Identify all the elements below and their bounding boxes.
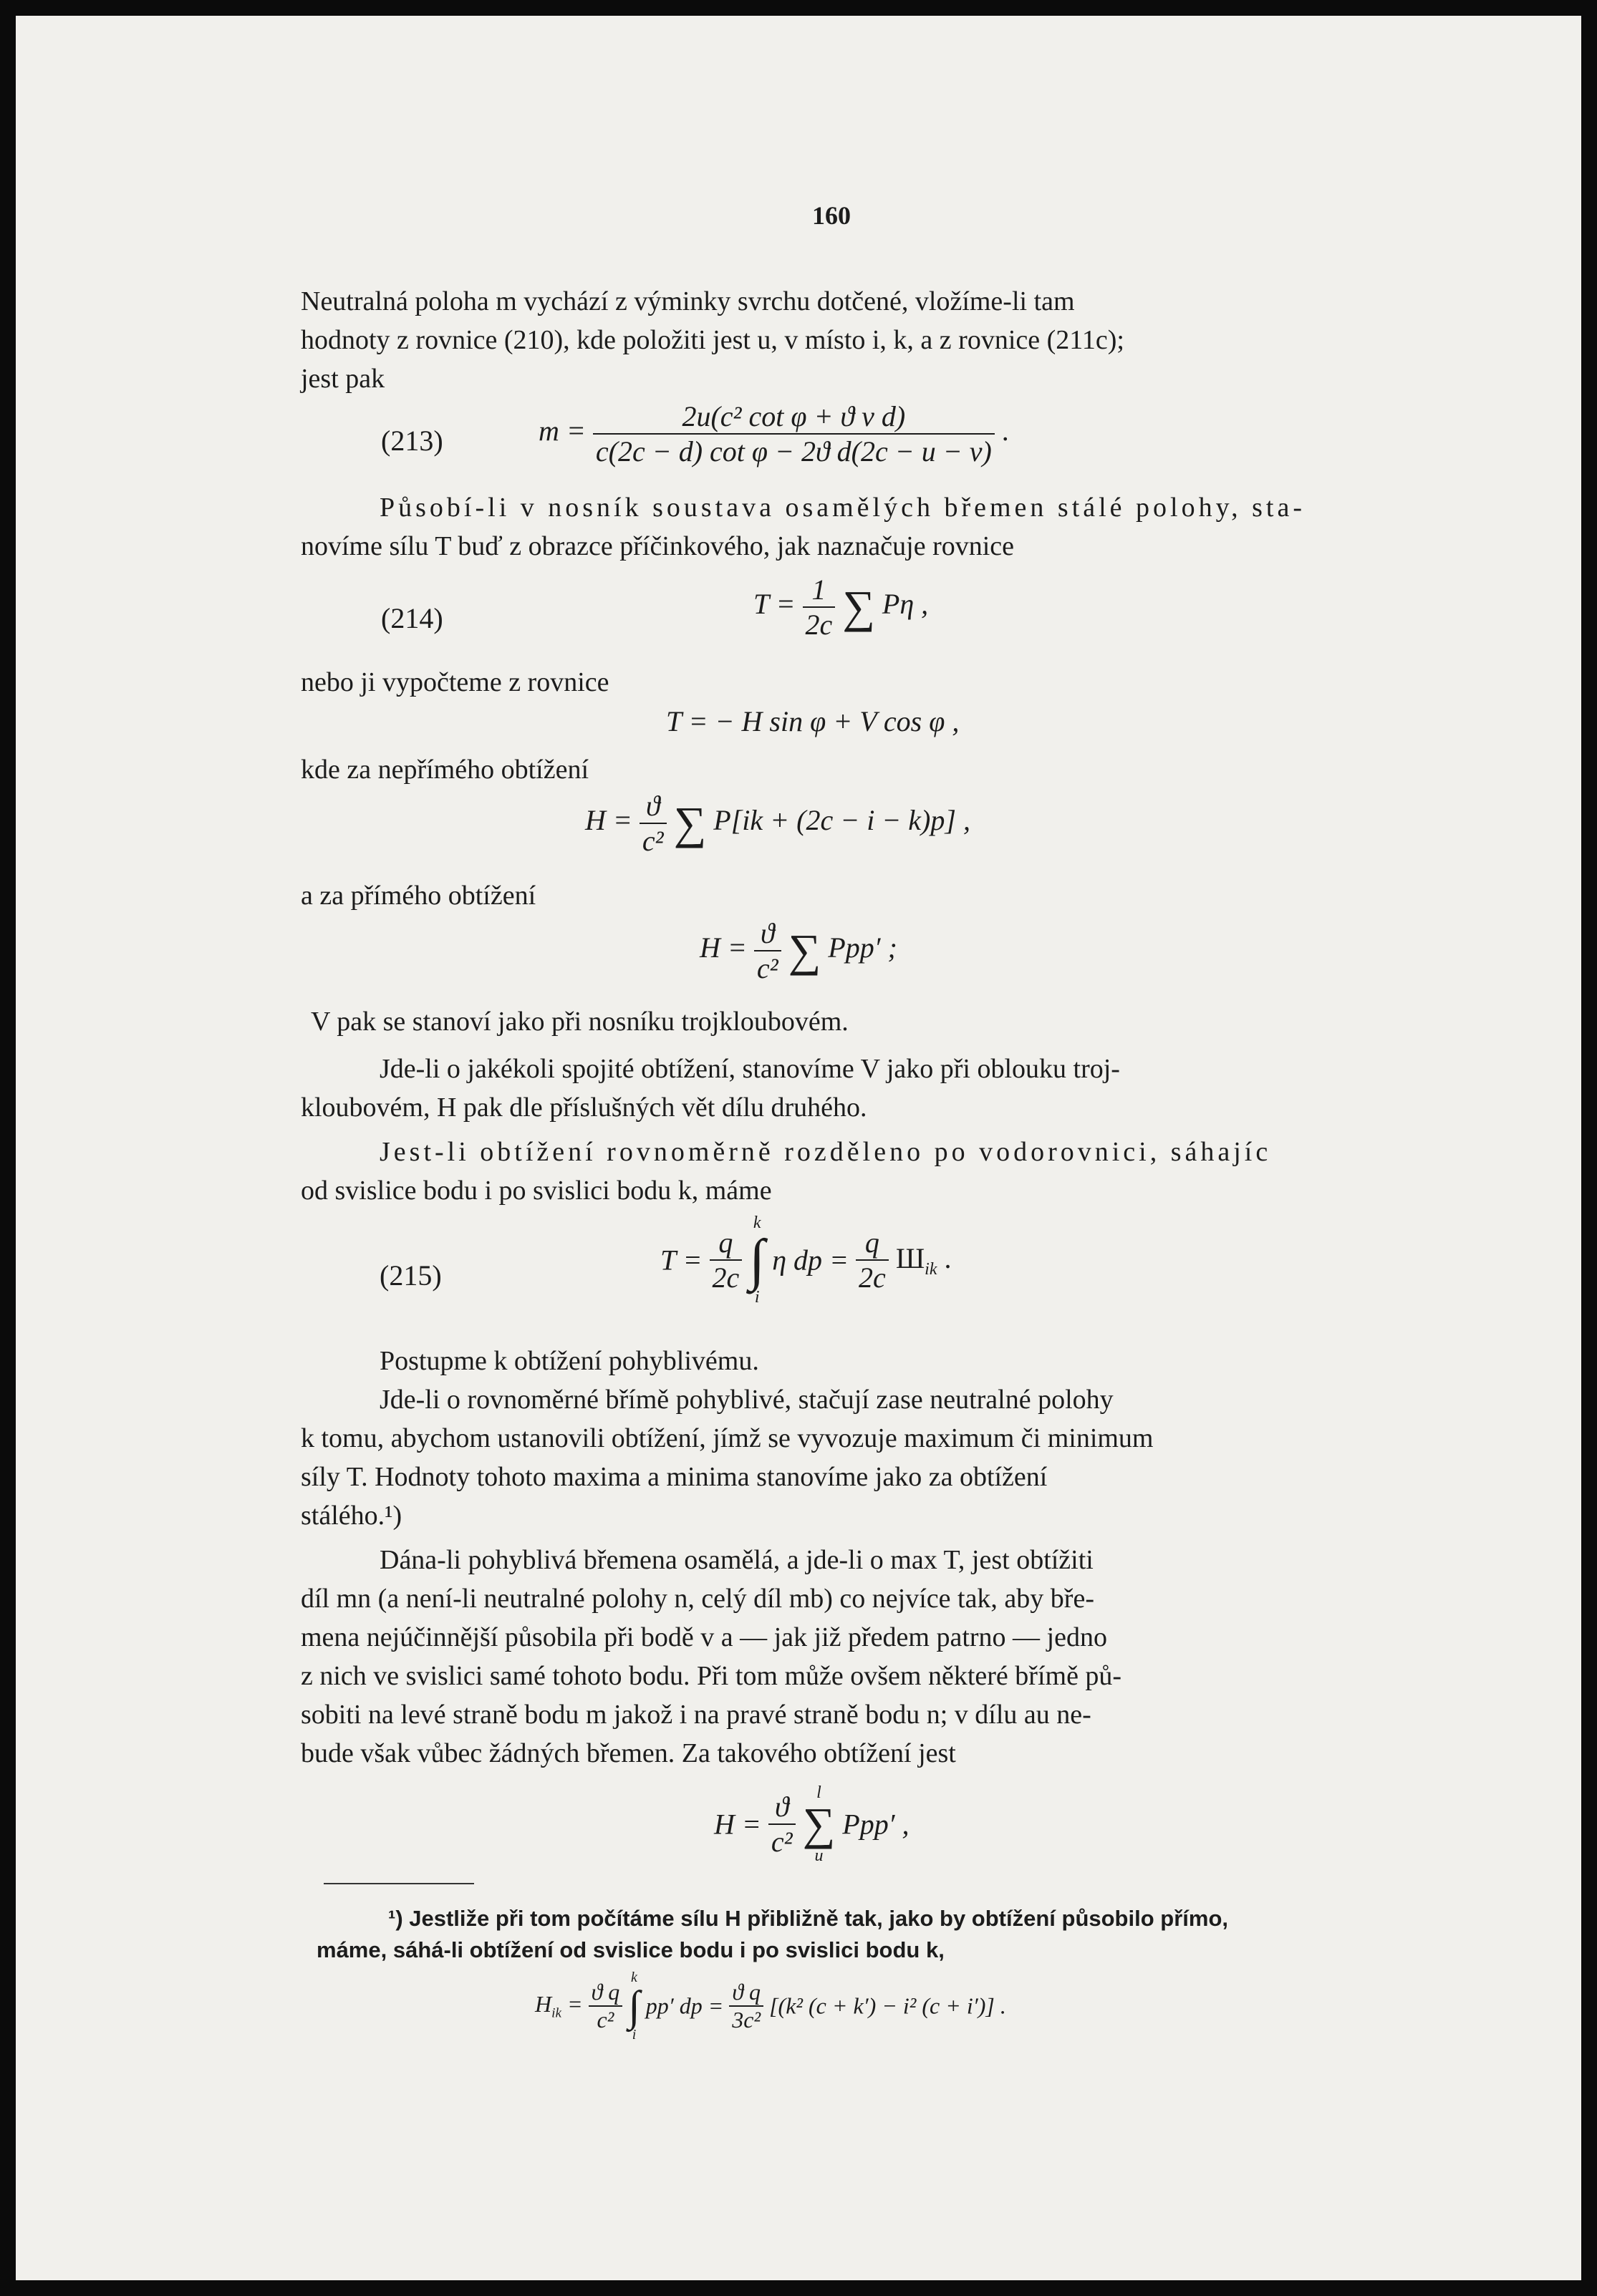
eq-h3-lhs: H = bbox=[714, 1808, 761, 1841]
equation-215 bbox=[660, 1214, 952, 1306]
eq215-integral bbox=[749, 1214, 765, 1306]
footnote-fraction-2 bbox=[729, 1979, 763, 2033]
paragraph-4-line-1: kde za nepřímého obtížení bbox=[301, 755, 589, 785]
eq215-end: . bbox=[944, 1241, 952, 1274]
footnote-fraction bbox=[589, 1979, 623, 2033]
paragraph-10-line-4: stálého.¹) bbox=[301, 1501, 402, 1531]
eq-h2-denominator: c² bbox=[754, 950, 781, 985]
equation-214 bbox=[753, 573, 928, 641]
eq-h2-fraction bbox=[754, 916, 781, 985]
footnote-denominator: c² bbox=[589, 2005, 623, 2033]
footnote-divider bbox=[324, 1883, 474, 1884]
paragraph-8-line-1: Jest-li obtížení rovnoměrně rozděleno po vodorovnici, sáhajíc bbox=[380, 1137, 1272, 1167]
paragraph-10-line-2: k tomu, abychom ustanovili obtížení, jímž se vyvozuje maximum či minimum bbox=[301, 1423, 1154, 1453]
equation-number-213: (213) bbox=[381, 425, 443, 457]
paragraph-1-line-1: Neutralná poloha m vychází z výminky svrchu dotčené, vložíme-li tam bbox=[301, 286, 1075, 316]
paragraph-1-line-3: jest pak bbox=[301, 364, 385, 394]
eq215-rhs: Ш bbox=[895, 1241, 925, 1274]
eq-h1-sigma: ∑ bbox=[673, 798, 707, 848]
footnote-eq-lhs-sub: ik bbox=[551, 2005, 561, 2021]
footnote-numerator-2: ϑ q bbox=[732, 1979, 761, 2005]
eq-h3-denominator: c² bbox=[768, 1823, 796, 1859]
eq215-denominator-2: 2c bbox=[856, 1259, 889, 1294]
eq-h3-sum bbox=[803, 1784, 836, 1864]
eq-h3-fraction bbox=[768, 1790, 796, 1859]
eq215-int-upper: k bbox=[753, 1214, 761, 1232]
eq213-lhs: m = bbox=[539, 415, 586, 447]
eq215-denominator: 2c bbox=[710, 1259, 743, 1294]
paragraph-1-line-2: hodnoty z rovnice (210), kde položiti jest u, v místo i, k, a z rovnice (211c); bbox=[301, 325, 1124, 355]
eq213-end: . bbox=[1001, 415, 1009, 447]
eq214-numerator: 1 bbox=[811, 573, 826, 606]
eq-h1-numerator: ϑ bbox=[645, 790, 660, 822]
paragraph-11-line-2: díl mn (a není-li neutralné polohy n, celý díl mb) co nejvíce tak, aby bře- bbox=[301, 1584, 1094, 1614]
eq215-int-lower: i bbox=[754, 1288, 760, 1307]
eq215-rhs-sub: ik bbox=[925, 1259, 937, 1279]
footnote-rhs: [(k² (c + k′) − i² (c + i′)] . bbox=[769, 1992, 1006, 2019]
eq214-rhs: Pη , bbox=[882, 588, 929, 621]
footnote-integrand: pp′ dp = bbox=[645, 1992, 724, 2019]
page-number: 160 bbox=[812, 201, 851, 230]
paragraph-6-line-1: V pak se stanoví jako při nosníku trojkloubovém. bbox=[311, 1007, 849, 1037]
paragraph-10-line-1: Jde-li o rovnoměrné břímě pohyblivé, stačují zase neutralné polohy bbox=[380, 1385, 1114, 1415]
eq213-denominator: c(2c − d) cot φ − 2ϑ d(2c − u − v) bbox=[593, 433, 995, 468]
eq-h1-rhs: P[ik + (2c − i − k)p] , bbox=[713, 804, 970, 837]
paragraph-11-line-3: mena nejúčinnější působila při bodě v a — jak již předem patrno — jedno bbox=[301, 1622, 1107, 1652]
equation-213 bbox=[539, 399, 1009, 468]
equation-number-214: (214) bbox=[381, 602, 443, 634]
eq-h3-rhs: Ppp′ , bbox=[842, 1808, 910, 1841]
eq-h1-fraction bbox=[640, 789, 667, 858]
equation-t: T = − H sin φ + V cos φ , bbox=[666, 705, 960, 737]
eq215-numerator: q bbox=[718, 1226, 733, 1259]
eq-h1-lhs: H = bbox=[585, 804, 632, 837]
footnote-integral bbox=[628, 1970, 640, 2042]
eq-h1-denominator: c² bbox=[640, 823, 667, 858]
eq214-lhs: T = bbox=[753, 588, 796, 621]
footnote-eq-equals: = bbox=[566, 1990, 583, 2017]
paragraph-10-line-3: síly T. Hodnoty tohoto maxima a minima stanovíme jako za obtížení bbox=[301, 1462, 1048, 1492]
footnote-denominator-2: 3c² bbox=[729, 2005, 763, 2033]
eq-h3-numerator: ϑ bbox=[774, 1791, 789, 1823]
footnote-int-upper: k bbox=[631, 1970, 637, 1985]
eq213-fraction bbox=[593, 399, 995, 468]
footnote-equation bbox=[535, 1970, 1006, 2042]
equation-h-direct bbox=[700, 916, 897, 985]
eq-h2-numerator: ϑ bbox=[760, 917, 775, 949]
eq214-fraction bbox=[803, 573, 836, 641]
footnote-line-1: ¹) Jestliže při tom počítáme sílu H přibližně tak, jako by obtížení působilo přímo, bbox=[388, 1906, 1228, 1931]
paragraph-8-line-2: od svislice bodu i po svislici bodu k, máme bbox=[301, 1176, 772, 1206]
footnote-line-2: máme, sáhá-li obtížení od svislice bodu i po svislici bodu k, bbox=[317, 1937, 945, 1962]
footnote-int-lower: i bbox=[632, 2027, 637, 2043]
equation-number-215: (215) bbox=[380, 1259, 442, 1292]
equation-h-moving bbox=[714, 1784, 909, 1864]
paragraph-11-line-6: bude však vůbec žádných břemen. Za takového obtížení jest bbox=[301, 1738, 956, 1768]
document-page bbox=[16, 16, 1581, 2280]
eq215-fraction bbox=[710, 1226, 743, 1294]
eq215-numerator-2: q bbox=[864, 1226, 879, 1259]
equation-h-indirect bbox=[585, 789, 970, 858]
paragraph-11-line-5: sobiti na levé straně bodu m jakož i na pravé straně bodu n; v dílu au ne- bbox=[301, 1700, 1091, 1730]
eq214-denominator: 2c bbox=[803, 606, 836, 641]
eq-h2-lhs: H = bbox=[700, 931, 747, 964]
eq215-fraction-2 bbox=[856, 1226, 889, 1294]
eq-h3-sigma: ∑ bbox=[802, 1798, 836, 1849]
eq-h2-rhs: Ppp′ ; bbox=[828, 931, 897, 964]
paragraph-2-line-1: Působí-li v nosník soustava osamělých břemen stálé polohy, sta- bbox=[380, 493, 1306, 523]
paragraph-7-line-1: Jde-li o jakékoli spojité obtížení, stanovíme V jako při oblouku troj- bbox=[380, 1054, 1120, 1084]
eq-h3-sigma-lower: u bbox=[814, 1846, 824, 1865]
paragraph-3-line-1: nebo ji vypočteme z rovnice bbox=[301, 667, 609, 697]
eq-h2-sigma: ∑ bbox=[788, 925, 821, 976]
integral-sign-icon: ∫ bbox=[749, 1229, 766, 1292]
eq213-numerator: 2u(c² cot φ + ϑ v d) bbox=[682, 400, 906, 432]
paragraph-5-line-1: a za přímého obtížení bbox=[301, 881, 536, 911]
eq-h3-sigma-upper: l bbox=[816, 1783, 821, 1802]
footnote-eq-lhs: H bbox=[535, 1990, 552, 2017]
eq215-lhs: T = bbox=[660, 1244, 703, 1277]
paragraph-2-line-2: novíme sílu T buď z obrazce příčinkového, jak naznačuje rovnice bbox=[301, 531, 1015, 561]
integral-sign-icon: ∫ bbox=[628, 1982, 640, 2030]
paragraph-11-line-1: Dána-li pohyblivá břemena osamělá, a jde-li o max T, jest obtížiti bbox=[380, 1545, 1094, 1575]
paragraph-7-line-2: kloubovém, H pak dle příslušných vět dílu druhého. bbox=[301, 1093, 867, 1123]
eq215-integrand: η dp = bbox=[772, 1244, 849, 1277]
footnote-numerator: ϑ q bbox=[591, 1979, 620, 2005]
paragraph-9-line-1: Postupme k obtížení pohyblivému. bbox=[380, 1346, 759, 1376]
paragraph-11-line-4: z nich ve svislici samé tohoto bodu. Při tom může ovšem některé břímě pů- bbox=[301, 1661, 1122, 1691]
eq214-sigma: ∑ bbox=[842, 581, 875, 632]
